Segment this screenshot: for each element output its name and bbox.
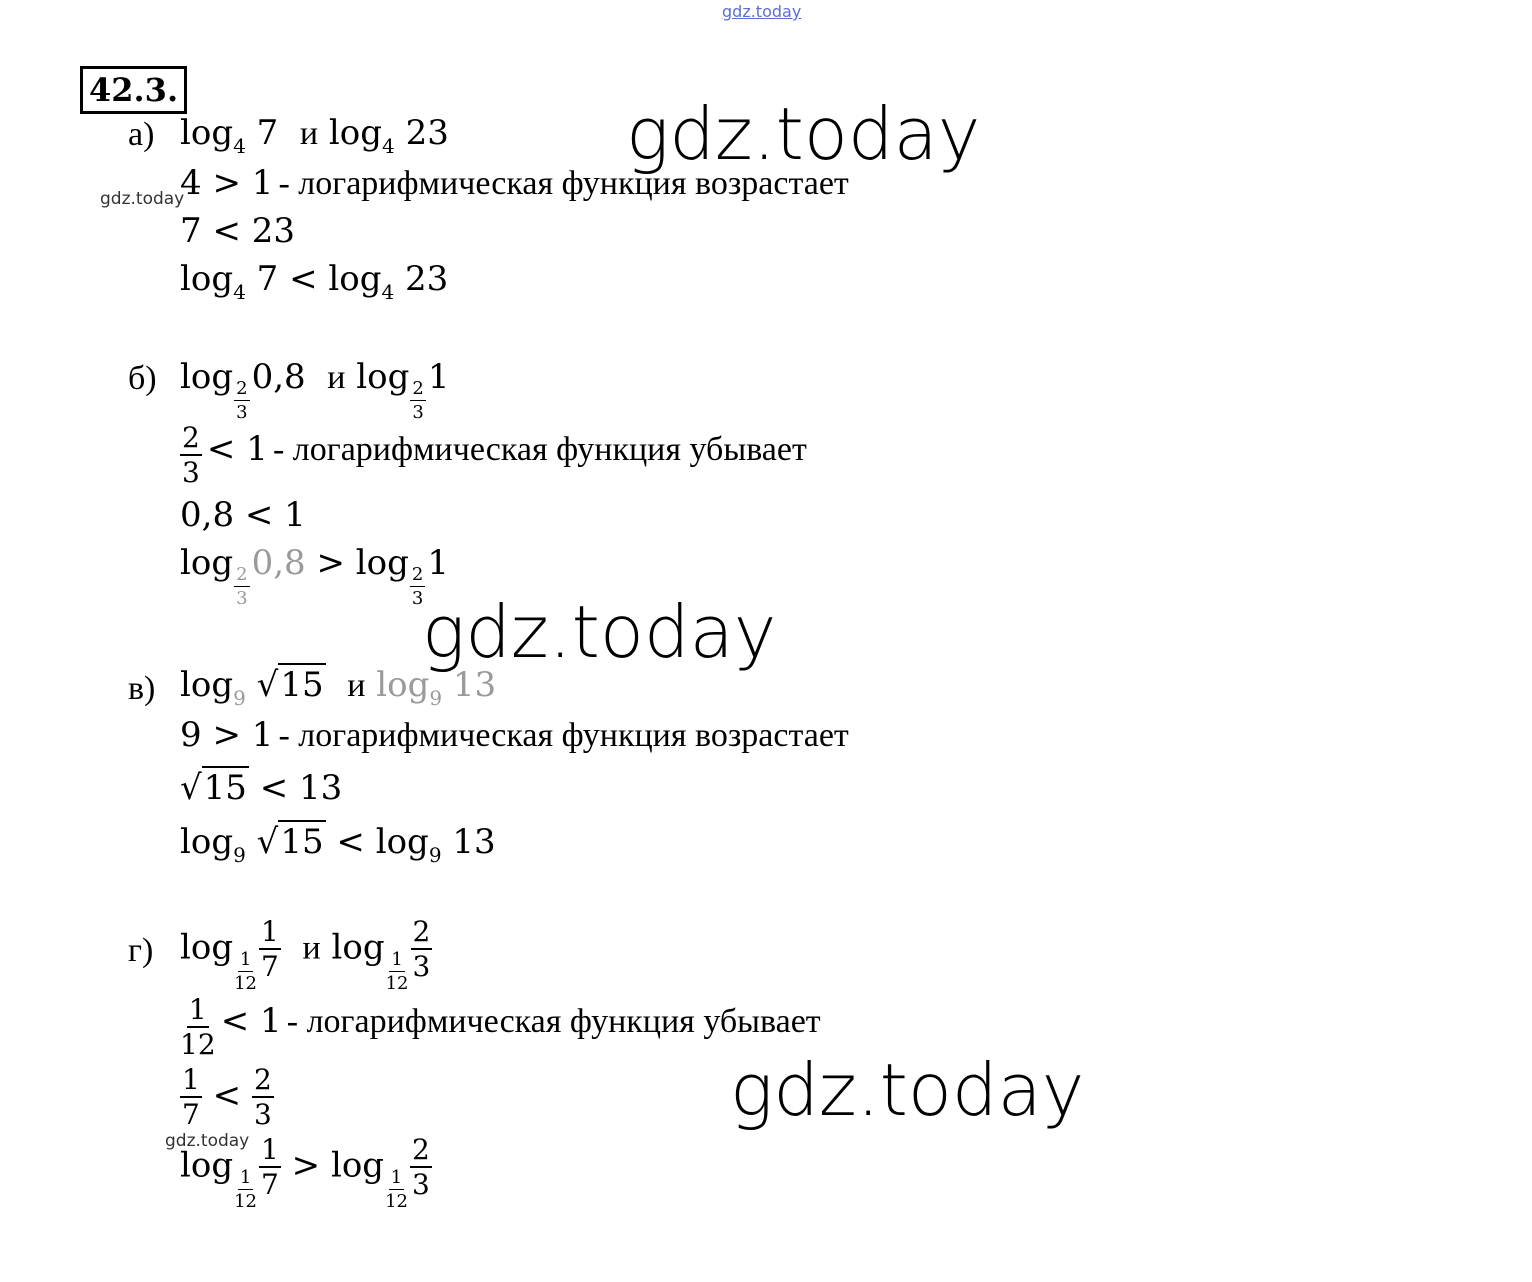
part-b-line2: $\frac{2}{3}$ < 1 - логарифмическая функция убывает	[182, 421, 807, 489]
function-property: - логарифмическая функция убывает	[286, 1003, 821, 1040]
part-a-line1: $\log_4 7$ и $\log_4 23$	[180, 113, 449, 158]
part-a-line2	[180, 165, 849, 203]
part-v-conclusion: $\log_9 √15 < \log_9 13$	[180, 822, 496, 867]
part-g-line1: log $\frac{1}{12}$ $\frac{1}{7}$ и log $\frac{1}{12}$ $\frac{2}{3}$	[180, 915, 431, 994]
watermark-big-1: gdz.today	[626, 92, 981, 176]
part-v-line2	[180, 717, 849, 755]
part-v-label: в)	[128, 670, 156, 707]
base-comparison: 9 > 1	[180, 715, 274, 755]
part-g-line3: $\frac{1}{7}$ < $\frac{2}{3}$	[182, 1063, 272, 1131]
part-b-label: б)	[128, 360, 157, 397]
and-word: и	[302, 929, 321, 967]
watermark-small-2: gdz.today	[165, 1131, 250, 1151]
and-word: и	[347, 667, 366, 704]
watermark-big-2: gdz.today	[422, 590, 777, 674]
part-b-line1: log $\frac{2}{3}$ 0,8 и log $\frac{2}{3}$ 1	[180, 357, 450, 423]
base-comparison: 4 > 1	[180, 163, 274, 203]
watermark-top: gdz.today	[722, 2, 802, 21]
function-property: - логарифмическая функция убывает	[272, 431, 807, 468]
part-g-line2: $\frac{1}{12}$ < 1 - логарифмическая функция убывает	[180, 993, 821, 1061]
function-property: - логарифмическая функция возрастает	[278, 717, 849, 754]
problem-number: 42.3.	[80, 66, 187, 114]
part-a-conclusion: $\log_4 7 < \log_4 23$	[180, 259, 449, 304]
and-word: и	[299, 115, 319, 152]
watermark-small-1: gdz.today	[100, 189, 185, 209]
part-b-line3: 0,8 < 1	[180, 495, 306, 535]
part-v-line1: $\log_9 √15$ и $\log_9 13$	[180, 665, 497, 710]
and-word: и	[327, 359, 346, 396]
part-a-label: а)	[128, 116, 155, 153]
watermark-big-3: gdz.today	[730, 1048, 1085, 1132]
part-b-conclusion: log $\frac{2}{3}$ 0,8 > log $\frac{2}{3}$ 1	[180, 543, 449, 609]
part-g-conclusion: log $\frac{1}{12}$ $\frac{1}{7}$ > log $\frac{1}{12}$ $\frac{2}{3}$	[180, 1133, 430, 1212]
function-property: - логарифмическая функция возрастает	[278, 165, 849, 202]
part-a-line3: 7 < 23	[180, 211, 295, 251]
part-v-line3: √15 < 13	[180, 768, 343, 808]
part-g-label: г)	[128, 932, 154, 969]
